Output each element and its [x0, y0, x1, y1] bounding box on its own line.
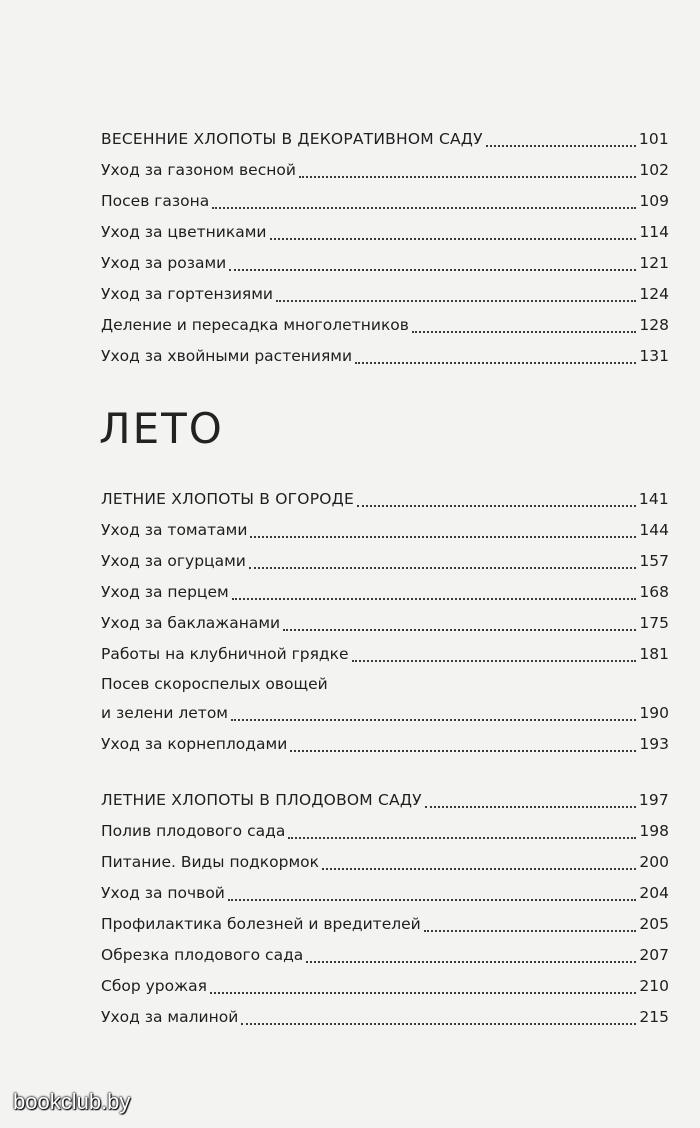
toc-entry[interactable]	[101, 1002, 669, 1033]
toc-entry-page: 181	[639, 645, 669, 663]
toc-entry-title: Уход за перцем	[101, 583, 229, 601]
toc-entry-page: 215	[639, 1008, 669, 1026]
toc-entry[interactable]	[101, 186, 669, 217]
toc-entry[interactable]	[101, 310, 669, 341]
leader-dots	[357, 505, 636, 507]
toc-entry[interactable]	[101, 577, 669, 608]
toc-entry-title: Обрезка плодового сада	[101, 946, 304, 964]
toc-entry-page: 124	[639, 285, 669, 303]
leader-dots	[276, 300, 636, 302]
toc-entry-title-line1: Посев скороспелых овощей	[101, 675, 328, 693]
toc-section-spring-decor	[101, 124, 669, 372]
toc-entry-page: 168	[639, 583, 669, 601]
leader-dots	[250, 536, 636, 538]
toc-entry-title: Уход за малиной	[101, 1008, 239, 1026]
toc-entry-title: Уход за розами	[101, 254, 227, 272]
toc-header-title: ВЕСЕННИЕ ХЛОПОТЫ В ДЕКОРАТИВНОМ САДУ	[101, 130, 483, 148]
toc-entry[interactable]	[101, 217, 669, 248]
leader-dots	[210, 992, 636, 994]
toc-entry-title: Питание. Виды подкормок	[101, 853, 319, 871]
toc-entry-title: Деление и пересадка многолетников	[101, 316, 409, 334]
toc-entry[interactable]	[101, 341, 669, 372]
leader-dots	[228, 899, 637, 901]
toc-entry-page: 131	[639, 347, 669, 365]
toc-entry-page: 207	[639, 946, 669, 964]
toc-header-page: 101	[638, 130, 669, 148]
toc-header-title: ЛЕТНИЕ ХЛОПОТЫ В ПЛОДОВОМ САДУ	[101, 791, 422, 809]
toc-entry-page: 175	[639, 614, 669, 632]
toc-entry-title: Профилактика болезней и вредителей	[101, 915, 421, 933]
toc-entry[interactable]	[101, 279, 669, 310]
leader-dots	[231, 719, 636, 721]
toc-entry[interactable]	[101, 546, 669, 577]
leader-dots	[412, 331, 636, 333]
toc-entry-page: 198	[639, 822, 669, 840]
toc-entry-title: Уход за почвой	[101, 884, 225, 902]
toc-entry-title: Работы на клубничной грядке	[101, 645, 349, 663]
toc-entry-title: Сбор урожая	[101, 977, 207, 995]
toc-entry[interactable]	[101, 639, 669, 670]
toc-entry[interactable]	[101, 729, 669, 760]
toc-entry-title: Уход за баклажанами	[101, 614, 281, 632]
toc-entry-page: 190	[639, 704, 669, 722]
toc-entry-title-line2: и зелени летом	[101, 704, 229, 722]
toc-section-summer-orchard	[101, 785, 669, 1033]
site-watermark: bookclub.by	[13, 1089, 131, 1114]
toc-entry-page: 204	[639, 884, 669, 902]
toc-entry-title: Уход за томатами	[101, 521, 248, 539]
toc-entry-title: Посев газона	[101, 192, 210, 210]
toc-entry[interactable]	[101, 971, 669, 1002]
toc-section-summer-garden	[101, 484, 669, 760]
leader-dots	[249, 567, 637, 569]
toc-entry-title: Уход за цветниками	[101, 223, 267, 241]
toc-entry-page: 157	[639, 552, 669, 570]
leader-dots	[299, 176, 637, 178]
toc-entry-page: 114	[639, 223, 669, 241]
leader-dots	[212, 207, 636, 209]
toc-entry-title: Уход за корнеплодами	[101, 735, 288, 753]
toc-entry-page: 210	[639, 977, 669, 995]
leader-dots	[322, 868, 636, 870]
toc-entry-title: Уход за огурцами	[101, 552, 246, 570]
toc-entry-page: 200	[639, 853, 669, 871]
toc-entry-title: Уход за газоном весной	[101, 161, 296, 179]
toc-entry-page: 144	[639, 521, 669, 539]
toc-entry[interactable]	[101, 816, 669, 847]
toc-entry-title: Полив плодового сада	[101, 822, 286, 840]
leader-dots	[425, 806, 636, 808]
leader-dots	[355, 362, 636, 364]
toc-header-page: 197	[638, 791, 669, 809]
leader-dots	[229, 269, 636, 271]
leader-dots	[270, 238, 637, 240]
toc-entry[interactable]	[101, 515, 669, 546]
toc-entry-multiline-second[interactable]	[101, 698, 669, 729]
leader-dots	[283, 629, 636, 631]
toc-entry-title: Уход за гортензиями	[101, 285, 273, 303]
toc-header-page: 141	[638, 490, 669, 508]
season-title: ЛЕТО	[99, 404, 224, 453]
leader-dots	[288, 837, 636, 839]
leader-dots	[241, 1023, 636, 1025]
toc-entry[interactable]	[101, 608, 669, 639]
toc-entry[interactable]	[101, 847, 669, 878]
toc-entry[interactable]	[101, 940, 669, 971]
toc-entry-page: 102	[639, 161, 669, 179]
leader-dots	[486, 145, 636, 147]
toc-entry-page: 128	[639, 316, 669, 334]
toc-entry-page: 193	[639, 735, 669, 753]
toc-header-title: ЛЕТНИЕ ХЛОПОТЫ В ОГОРОДЕ	[101, 490, 354, 508]
toc-entry-page: 205	[639, 915, 669, 933]
toc-entry-multiline-first[interactable]	[101, 670, 669, 698]
toc-entry-page: 109	[639, 192, 669, 210]
toc-entry-title: Уход за хвойными растениями	[101, 347, 353, 365]
toc-header[interactable]	[101, 124, 669, 155]
toc-entry[interactable]	[101, 878, 669, 909]
toc-header[interactable]	[101, 484, 669, 515]
leader-dots	[232, 598, 637, 600]
leader-dots	[290, 750, 636, 752]
toc-entry[interactable]	[101, 155, 669, 186]
leader-dots	[352, 660, 637, 662]
leader-dots	[424, 930, 637, 932]
toc-entry-page: 121	[639, 254, 669, 272]
toc-entry[interactable]	[101, 909, 669, 940]
toc-header[interactable]	[101, 785, 669, 816]
leader-dots	[306, 961, 636, 963]
toc-entry[interactable]	[101, 248, 669, 279]
